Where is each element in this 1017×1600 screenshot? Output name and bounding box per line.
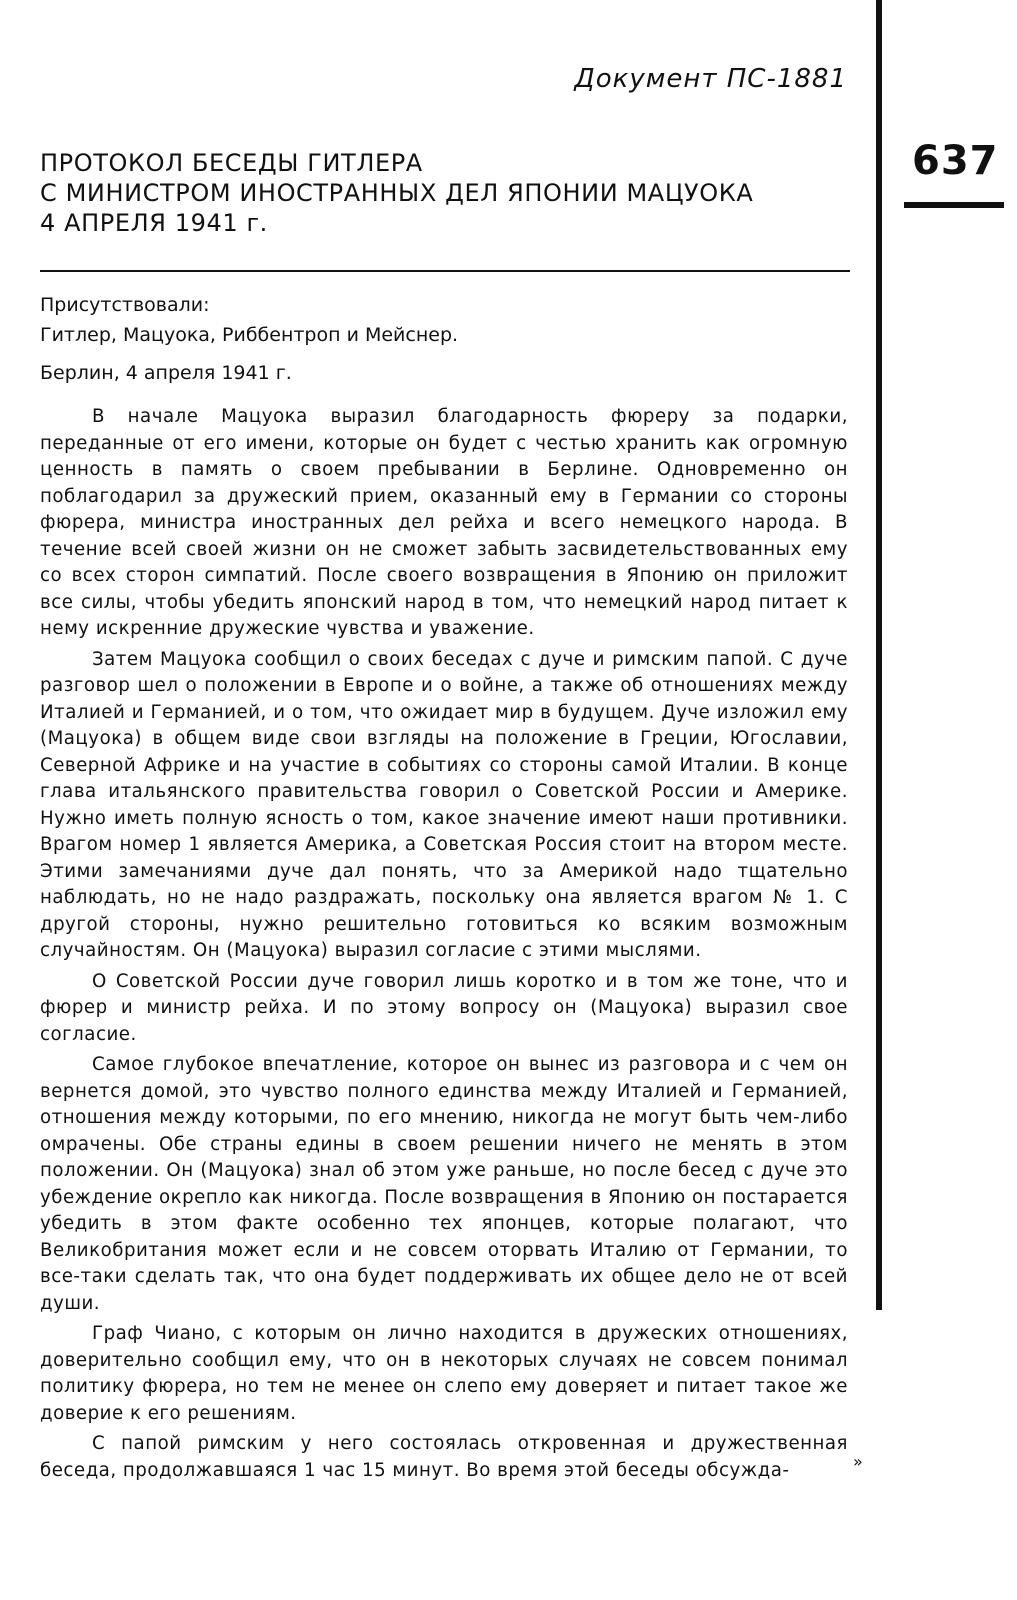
paragraph: О Советской России дуче говорил лишь коротко и в том же тоне, что и фюрер и министр рейха. И по этому вопросу он (Мацуока) выразил свое согласие. <box>40 970 848 1045</box>
paragraph: В начале Мацуока выразил благодарность фюреру за подарки, переданные от его имени, которые он будет с честью хранить как огромную ценность в память о своем пребывании в Берлине. Одновременно он поблагодарил за дружеский прием, оказанный ему в Германии со стороны фюрера, министра иностранных дел рейха и всего немецкого народа. В течение всей своей жизни он не сможет забыть засвидетельствованных ему со всех сторон симпатий. После своего возвращения в Японию он приложит все силы, чтобы убедить японский народ в том, что немецкий народ питает к нему искренние дружеские чувства и уважение. <box>40 406 848 639</box>
title-rule <box>40 270 850 272</box>
paragraph: С папой римским у него состоялась откровенная и дружественная беседа, продолжавшаяся 1 час 15 минут. Во время этой беседы обсужда- <box>40 1433 848 1481</box>
present-label: Присутствовали: <box>40 294 210 316</box>
title-line-3: 4 АПРЕЛЯ 1941 г. <box>40 209 268 237</box>
page-number-rule <box>904 202 1004 208</box>
page-number: 637 <box>912 138 999 184</box>
meta-block <box>40 290 840 388</box>
place-date: Берлин, 4 апреля 1941 г. <box>40 362 292 384</box>
document-number: Документ ПС-1881 <box>574 64 847 94</box>
title-line-1: ПРОТОКОЛ БЕСЕДЫ ГИТЛЕРА <box>40 149 423 177</box>
vertical-rule <box>876 0 882 1310</box>
paragraph: Граф Чиано, с которым он лично находится в дружеских отношениях, доверительно сообщил ему, что он в некоторых случаях не совсем понимал политику фюрера, но тем не менее он слепо ему доверяет и питает такое же доверие к его решениям. <box>40 1323 848 1424</box>
document-title <box>40 148 860 238</box>
present-list: Гитлер, Мацуока, Риббентроп и Мейснер. <box>40 324 459 346</box>
body-text <box>40 404 848 1488</box>
title-line-2: С МИНИСТРОМ ИНОСТРАННЫХ ДЕЛ ЯПОНИИ МАЦУОКА <box>40 179 754 207</box>
paragraph: Самое глубокое впечатление, которое он вынес из разговора и с чем он вернется домой, это чувство полного единства между Италией и Германией, отношения между которыми, по его мнению, никогда не могут быть чем-либо омрачены. Обе страны едины в своем решении ничего не менять в этом положении. Он (Мацуока) знал об этом уже раньше, но после бесед с дуче это убеждение окрепло как никогда. После возвращения в Японию он постарается убедить в этом факте особенно тех японцев, которые полагают, что Великобритания может если и не совсем оторвать Италию от Германии, то все-таки сделать так, что она будет поддерживать их общее дело не от всей души. <box>40 1054 848 1314</box>
continuation-mark: » <box>853 1452 863 1471</box>
paragraph: Затем Мацуока сообщил о своих беседах с дуче и римским папой. С дуче разговор шел о положении в Европе и о войне, а также об отношениях между Италией и Германией, и о том, что ожидает мир в будущем. Дуче изложил ему (Мацуока) в общем виде свои взгляды на положение в Греции, Югославии, Северной Африке и на участие в событиях со стороны самой Италии. В конце глава итальянского правительства говорил о Советской России и Америке. Нужно иметь полную ясность о том, какое значение имеют наши противники. Врагом номер 1 является Америка, а Советская Россия стоит на втором месте. Этими замечаниями дуче дал понять, что за Америкой надо тщательно наблюдать, но не надо раздражать, поскольку она является врагом № 1. С другой стороны, нужно решительно готовиться ко всяким возможным случайностям. Он (Мацуока) выразил согласие с этими мыслями. <box>40 648 848 961</box>
